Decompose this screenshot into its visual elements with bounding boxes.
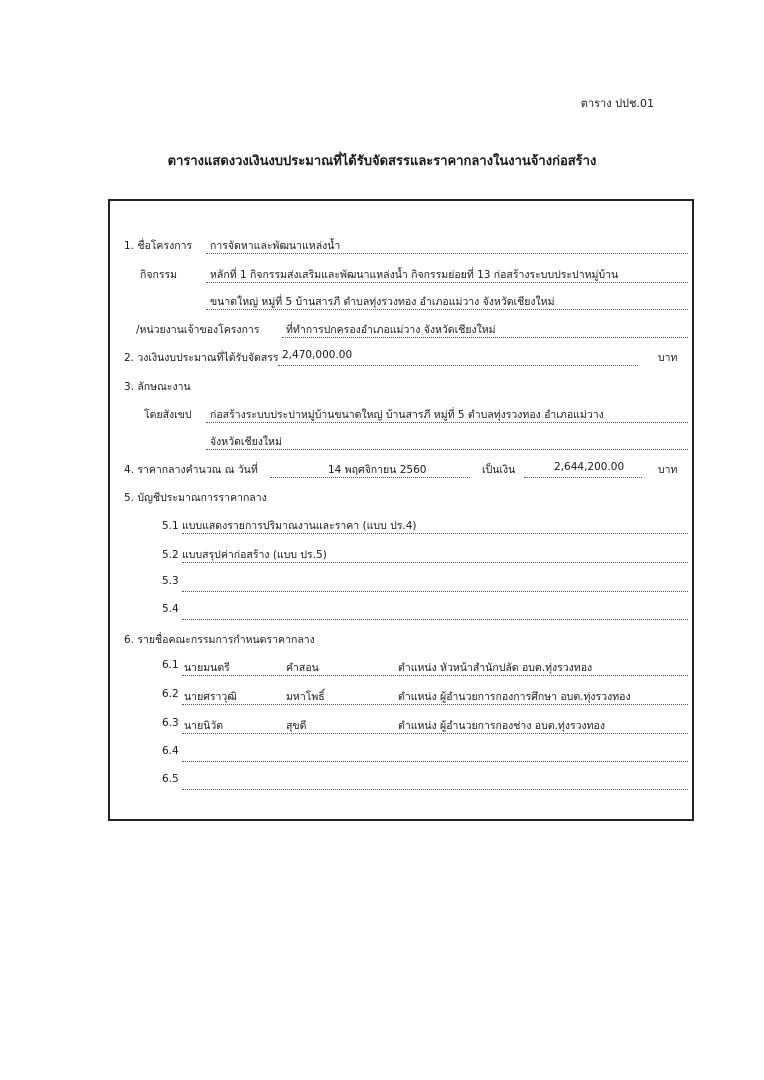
form-frame: [108, 199, 694, 821]
estimate-item: 5.3: [162, 575, 179, 587]
activity-line-1: หลักที่ 1 กิจกรรมส่งเสริมและพัฒนาแหล่งน้ำ กิจกรรมย่อยที่ 13 ก่อสร้างระบบประปาหมู่บ้าน: [210, 269, 619, 281]
member-no: 6.5: [162, 773, 179, 785]
member-last-name: สุขดี: [286, 720, 307, 732]
work-line-1-dots: [206, 422, 688, 423]
member-no: 6.4: [162, 745, 179, 757]
member-line: [182, 704, 688, 705]
estimate-item: 5.1 แบบแสดงรายการปริมาณงานและราคา (แบบ ปร.4): [162, 520, 417, 532]
work-summary-line-1: ก่อสร้างระบบประปาหมู่บ้านขนาดใหญ่ บ้านสารภี หมู่ที่ 5 ตำบลทุ่งรวงทอง อำเภอแม่วาง: [210, 409, 604, 421]
median-amount-line: [524, 477, 642, 478]
member-first-name: นายศราวุฒิ: [184, 691, 237, 703]
member-position: ตำแหน่ง ผู้อำนวยการกองการศึกษา อบต.ทุ่งรวงทอง: [398, 691, 631, 703]
member-no: 6.2: [162, 688, 179, 700]
median-date-line: [270, 477, 470, 478]
owner-label: /หน่วยงานเจ้าของโครงการ: [136, 324, 260, 336]
median-price-date: 14 พฤศจิกายน 2560: [328, 464, 427, 476]
median-amount-label: เป็นเงิน: [482, 464, 516, 476]
estimate-line: [182, 533, 688, 534]
member-no: 6.1: [162, 659, 179, 671]
member-line: [182, 789, 688, 790]
member-first-name: นายมนตรี: [184, 662, 230, 674]
budget-line: [278, 365, 638, 366]
estimate-line: [182, 591, 688, 592]
member-no: 6.3: [162, 717, 179, 729]
document-title: ตารางแสดงวงเงินงบประมาณที่ได้รับจัดสรรและราคากลางในงานจ้างก่อสร้าง: [167, 154, 597, 169]
member-position: ตำแหน่ง หัวหน้าสำนักปลัด อบต.ทุ่งรวงทอง: [398, 662, 593, 674]
estimate-line: [182, 562, 688, 563]
member-line: [182, 675, 688, 676]
project-label: 1. ชื่อโครงการ: [124, 240, 193, 252]
budget-value: 2,470,000.00: [282, 349, 353, 361]
budget-unit: บาท: [658, 352, 678, 364]
estimates-label: 5. บัญชีประมาณการราคากลาง: [124, 492, 267, 504]
estimate-item: 5.2 แบบสรุปค่าก่อสร้าง (แบบ ปร.5): [162, 549, 327, 561]
estimate-item: 5.4: [162, 603, 179, 615]
work-summary-label: โดยสังเขป: [144, 409, 192, 421]
member-line: [182, 733, 688, 734]
member-line: [182, 761, 688, 762]
budget-label: 2. วงเงินงบประมาณที่ได้รับจัดสรร: [124, 352, 279, 364]
project-value: การจัดหาและพัฒนาแหล่งน้ำ: [210, 240, 341, 252]
activity-line-2-dots: [206, 309, 688, 310]
estimate-line: [182, 619, 688, 620]
activity-line-1-dots: [206, 282, 688, 283]
member-last-name: คำสอน: [286, 662, 319, 674]
median-price-label: 4. ราคากลางคำนวณ ณ วันที่: [124, 464, 258, 476]
form-code: ตาราง ปปช.01: [580, 97, 654, 110]
member-last-name: มหาโพธิ์: [286, 691, 325, 703]
owner-line: [282, 337, 688, 338]
owner-value: ที่ทำการปกครองอำเภอแม่วาง จังหวัดเชียงใหม่: [286, 324, 496, 336]
committee-label: 6. รายชื่อคณะกรรมการกำหนดราคากลาง: [124, 634, 315, 646]
median-unit: บาท: [658, 464, 678, 476]
median-amount: 2,644,200.00: [554, 461, 625, 473]
project-line: [206, 253, 688, 254]
member-position: ตำแหน่ง ผู้อำนวยการกองช่าง อบต.ทุ่งรวงทอง: [398, 720, 605, 732]
work-nature-label: 3. ลักษณะงาน: [124, 381, 191, 393]
work-line-2-dots: [206, 449, 688, 450]
member-first-name: นายนิวัต: [184, 720, 224, 732]
work-summary-line-2: จังหวัดเชียงใหม่: [210, 436, 282, 448]
activity-line-2: ขนาดใหญ่ หมู่ที่ 5 บ้านสารภี ตำบลทุ่งรวงทอง อำเภอแม่วาง จังหวัดเชียงใหม่: [210, 296, 555, 308]
activity-label: กิจกรรม: [140, 269, 178, 281]
